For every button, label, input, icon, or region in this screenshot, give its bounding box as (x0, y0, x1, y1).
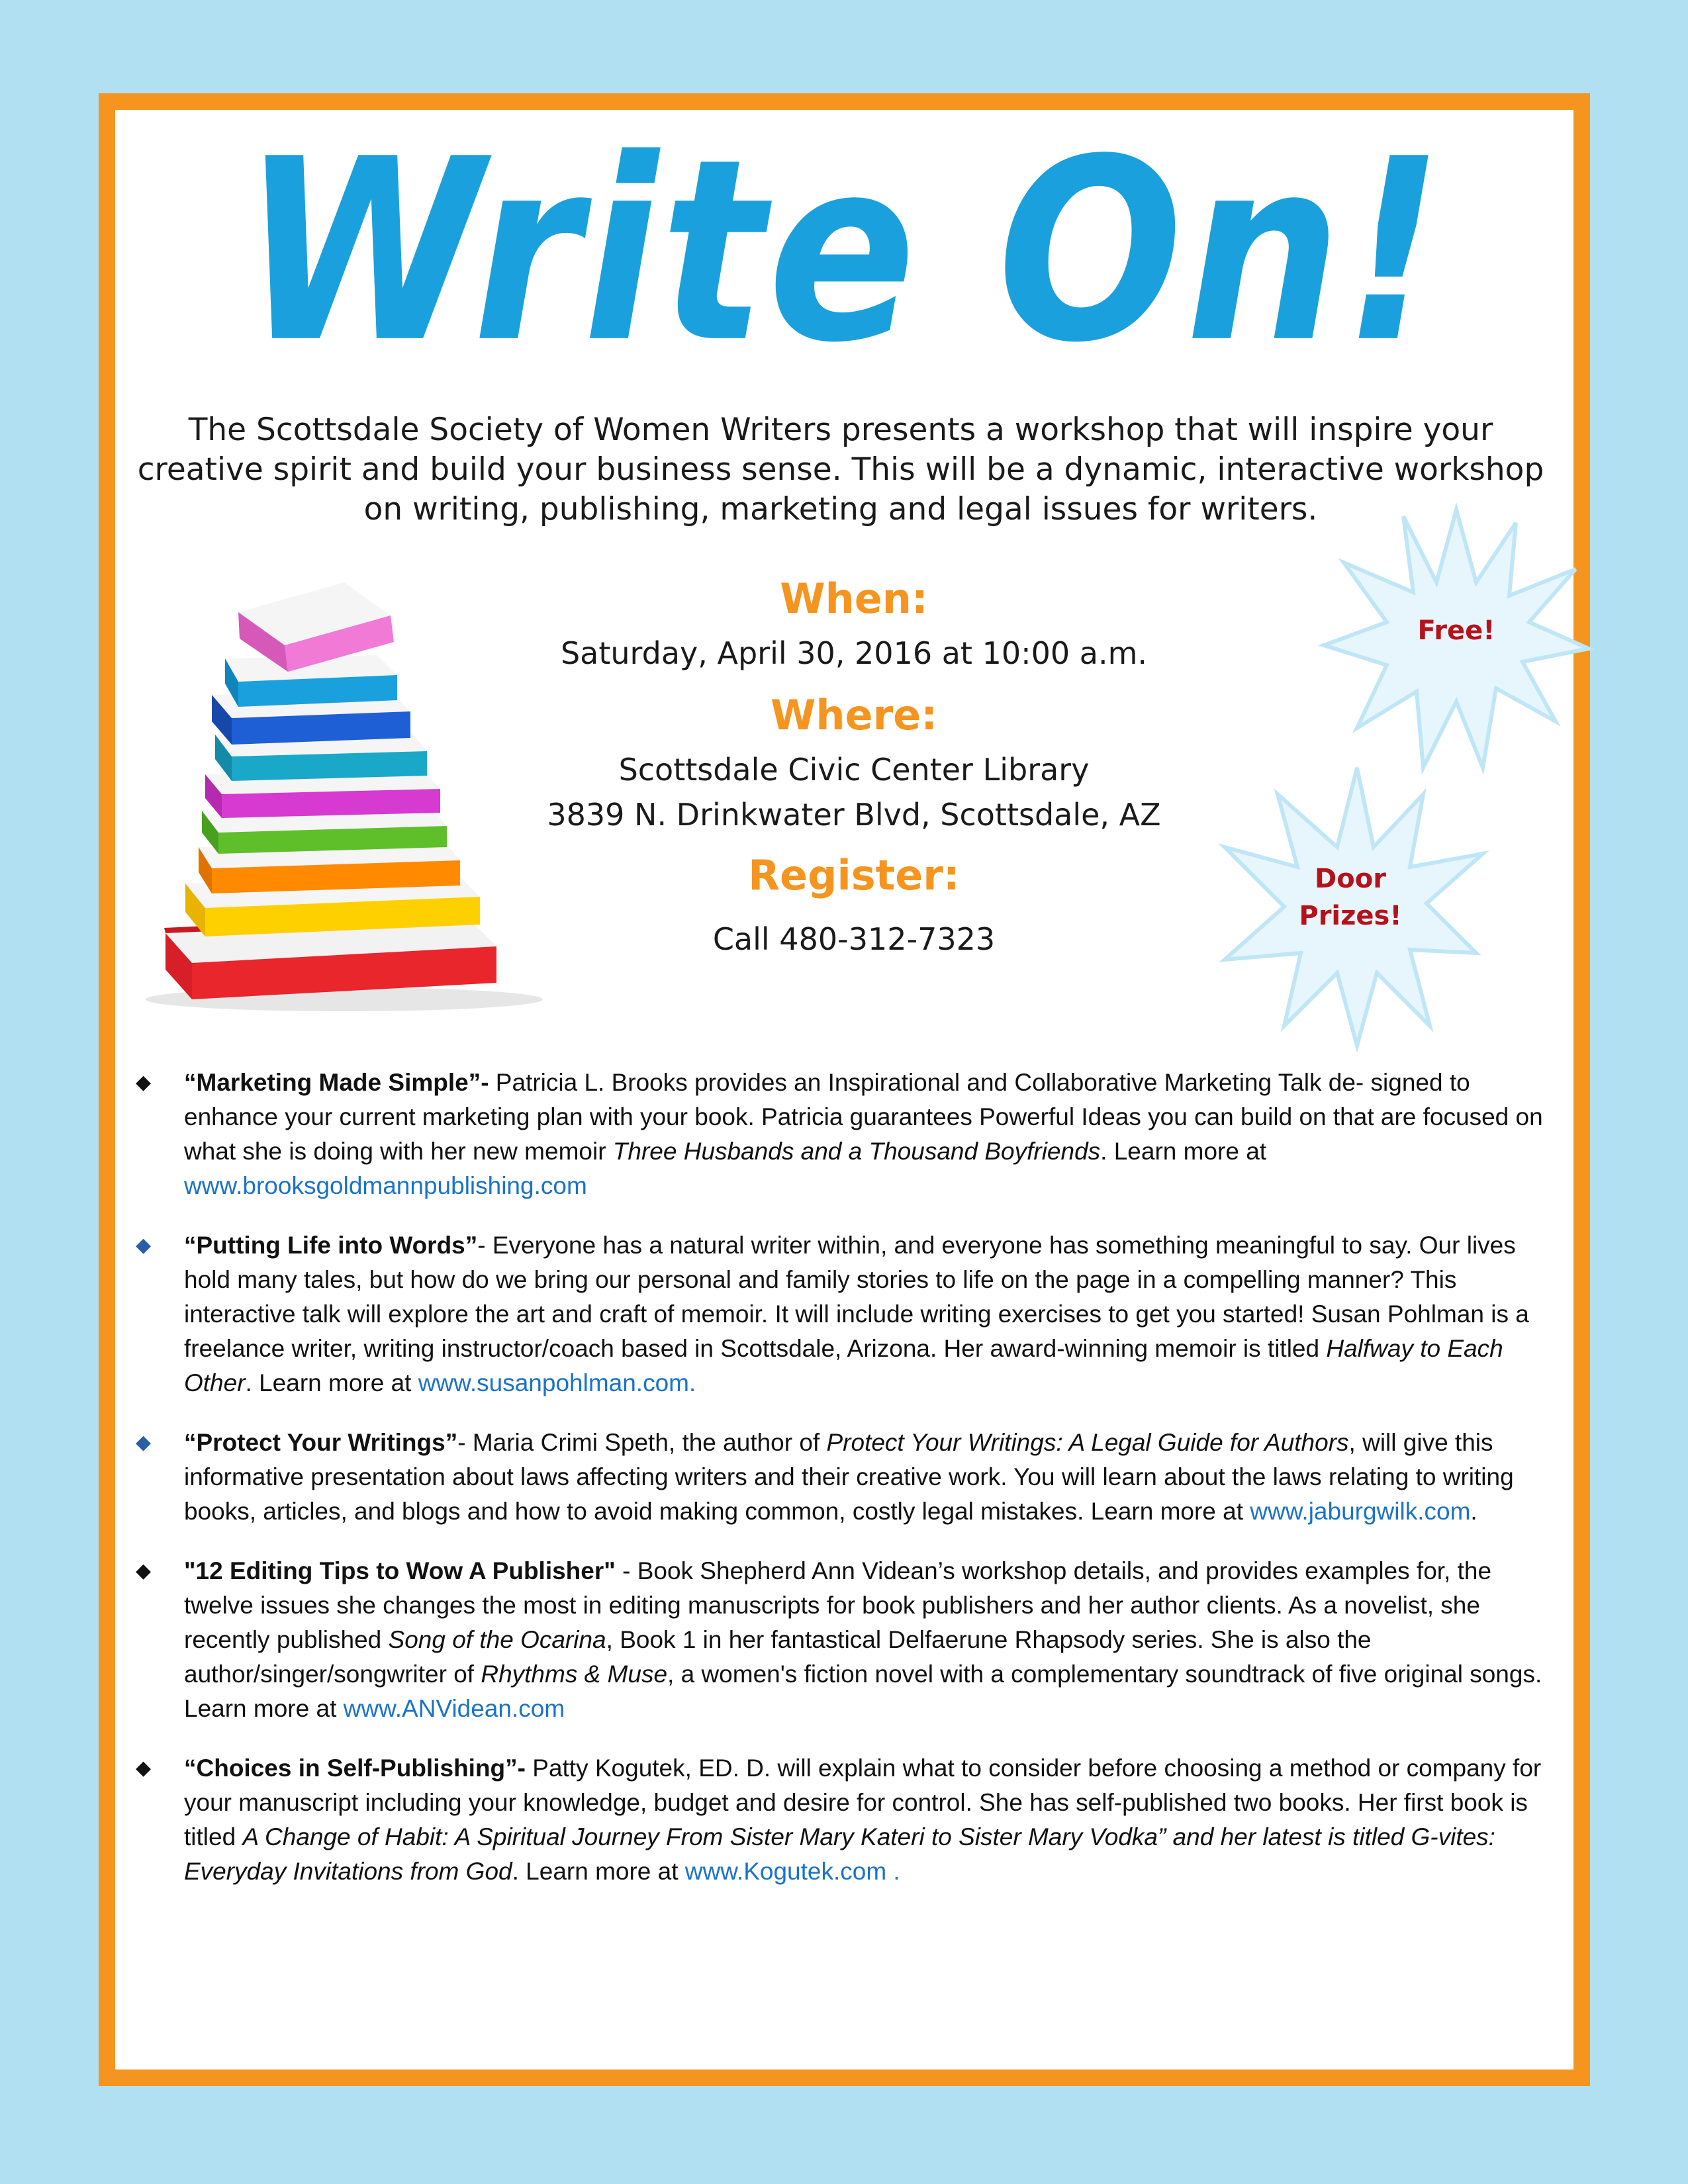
where-line: Scottsdale Civic Center Library (618, 752, 1090, 788)
website-link[interactable]: www.Kogutek.com . (684, 1858, 900, 1885)
list-item (136, 1751, 1559, 1889)
session-text: . (1470, 1498, 1477, 1525)
intro-line: creative spirit and build your business sense. This will be a dynamic, interactive workshop (137, 451, 1544, 488)
session-text: Patty Kogutek, ED. D. will explain what to consider before choosing a method or company for your manuscript including your knowledge, budget and desire for control. She has self-published two books. Her first book is titled (184, 1754, 1542, 1850)
list-item (136, 1228, 1559, 1400)
flyer-title: Write On! (242, 105, 1446, 398)
session-title: “Putting Life into Words” (184, 1232, 478, 1259)
book-title: Song of the Ocarina (388, 1626, 606, 1653)
book-title: Halfway to Each Other (184, 1335, 1503, 1396)
where-heading: Where: (771, 691, 937, 739)
diamond-bullet-icon: ◆ (136, 1071, 152, 1093)
where-line: 3839 N. Drinkwater Blvd, Scottsdale, AZ (547, 797, 1161, 833)
diamond-bullet-icon: ◆ (136, 1234, 152, 1256)
register-heading: Register: (748, 851, 960, 899)
session-text: - Maria Crimi Speth, the author of (457, 1429, 827, 1456)
when-text: Saturday, April 30, 2016 at 10:00 a.m. (560, 635, 1148, 671)
book-title: Three Husbands and a Thousand Boyfriends (612, 1138, 1101, 1165)
session-title: "12 Editing Tips to Wow A Publisher" (184, 1557, 616, 1584)
website-link[interactable]: www.jaburgwilk.com (1250, 1498, 1471, 1525)
session-text: , will give this informative presentation about laws affecting writers and their creative work. You will learn about the laws relating to writing books, articles, and blogs and how to avoid making common, costly legal mistakes. Learn more at (184, 1429, 1514, 1525)
session-text: . Learn more at (245, 1369, 418, 1396)
book-stack-image (126, 576, 556, 1019)
register-text: Call 480-312-7323 (712, 921, 996, 957)
door-prizes-starburst (1211, 761, 1489, 1052)
website-link[interactable]: www.brooksgoldmannpublishing.com (184, 1172, 587, 1199)
door-prizes-line: Door (1315, 864, 1386, 894)
intro-line: The Scottsdale Society of Women Writers presents a workshop that will inspire your (188, 412, 1493, 448)
session-text: , a women's fiction novel with a complementary soundtrack of five original songs. Learn more at (184, 1661, 1542, 1722)
list-item (136, 1426, 1559, 1529)
book-title: A Change of Habit: A Spiritual Journey From Sister Mary Kateri to Sister Mary Vodka” and her latest is titled G-vites: Everyday Invitations from God (184, 1823, 1495, 1885)
session-text: . Learn more at (1100, 1138, 1267, 1165)
diamond-bullet-icon: ◆ (136, 1757, 152, 1779)
website-link[interactable]: www.susanpohlman.com. (418, 1369, 696, 1396)
book-title: Protect Your Writings: A Legal Guide for Authors (826, 1429, 1349, 1456)
session-title: “Choices in Self-Publishing”- (184, 1754, 526, 1782)
website-link[interactable]: www.ANVidean.com (343, 1695, 565, 1722)
free-starburst (1317, 503, 1595, 781)
session-title: “Protect Your Writings” (184, 1429, 458, 1456)
list-item (136, 1066, 1559, 1203)
session-list (136, 1066, 1559, 1914)
free-label: Free! (1417, 615, 1495, 646)
diamond-bullet-icon: ◆ (136, 1432, 152, 1453)
diamond-bullet-icon: ◆ (136, 1560, 152, 1582)
session-text: , Book 1 in her fantastical Delfaerune Rhapsody series. She is also the author/singer/songwriter of (184, 1626, 1372, 1688)
intro-line: on writing, publishing, marketing and legal issues for writers. (363, 491, 1318, 527)
session-text: - Everyone has a natural writer within, and everyone has something meaningful to say. Our lives hold many tales, but how do we bring our personal and family stories to life on the page in a compelling manner? This interactive talk will explore the art and craft of memoir. It will include writing exercises to get you started! Susan Pohlman is a freelance writer, writing instructor/coach based in Scottsdale, Arizona. Her award-winning memoir is titled (184, 1232, 1529, 1362)
session-text: Patricia L. Brooks provides an Inspirational and Collaborative Marketing Talk de- signed to enhance your current marketing plan with your book. Patricia guarantees Powerful Ideas you can build on that are focused on what she is doing with her new memoir (184, 1069, 1543, 1165)
session-text: - Book Shepherd Ann Videan’s workshop details, and provides examples for, the twelve issues she changes the most in editing manuscripts for book publishers and her author clients. As a novelist, she recently published (184, 1557, 1492, 1653)
book-title: Rhythms & Muse (481, 1661, 668, 1688)
door-prizes-line: Prizes! (1299, 901, 1402, 931)
when-heading: When: (780, 574, 928, 623)
session-text: . Learn more at (512, 1858, 685, 1885)
list-item (136, 1554, 1559, 1726)
event-details (503, 572, 1205, 962)
door-prizes-label (1211, 860, 1489, 934)
session-title: “Marketing Made Simple”- (184, 1069, 489, 1096)
